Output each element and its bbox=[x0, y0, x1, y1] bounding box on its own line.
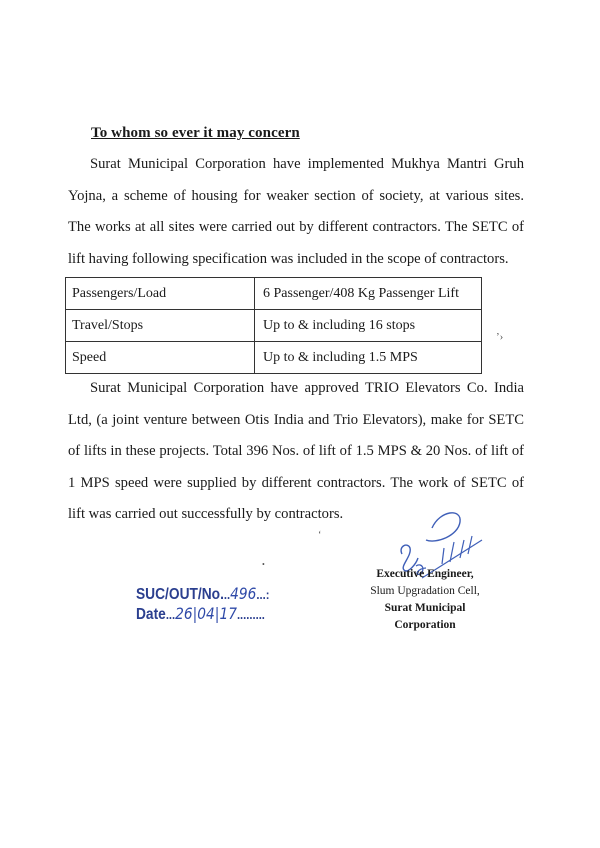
letter-heading: To whom so ever it may concern bbox=[91, 125, 300, 141]
paragraph-approval-text: Surat Municipal Corporation have approved TRIO Elevators Co. India Ltd, (a joint venture between Otis India and Trio Elevators), make for SETC of lifts in these projects. Total 396 Nos. of lift of 1.5 MPS & 20 Nos. of lift of 1 MPS speed were supplied by different contractors. The work of SETC of lift was carried out successfully by contractors. bbox=[68, 380, 524, 522]
table-row bbox=[66, 342, 482, 374]
stamp-date-value: 26|04|17 bbox=[175, 604, 237, 623]
spec-item-cell: Passengers/Load bbox=[66, 278, 255, 310]
paragraph-intro-text: Surat Municipal Corporation have implemented Mukhya Mantri Gruh Yojna, a scheme of housing for weaker section of society, at various sites. The works at all sites were carried out by different contractors. The SETC of lift having following specification was included in the scope of contractors. bbox=[68, 156, 524, 267]
outward-number-stamp bbox=[136, 584, 269, 604]
stamp-dots: ... bbox=[165, 607, 176, 622]
spec-item-cell: Travel/Stops bbox=[66, 310, 255, 342]
signatory-organization: Surat Municipal Corporation bbox=[384, 602, 466, 631]
table-row bbox=[66, 310, 482, 342]
spec-value-cell: Up to & including 16 stops bbox=[255, 310, 482, 342]
scan-mark: • bbox=[262, 560, 265, 569]
stamp-dots: .. bbox=[223, 587, 231, 602]
stamp-ref-number: 496 bbox=[230, 584, 257, 603]
spec-value-cell: Up to & including 1.5 MPS bbox=[255, 342, 482, 374]
table-row bbox=[66, 278, 482, 310]
outward-date-stamp bbox=[136, 604, 265, 624]
scan-mark: ’› bbox=[496, 331, 504, 343]
stamp-ref-label: SUC/OUT/No. bbox=[136, 586, 224, 603]
stamp-dots: ...: bbox=[256, 587, 270, 602]
lift-specification-table bbox=[65, 277, 482, 374]
stamp-date-label: Date bbox=[136, 606, 166, 623]
paragraph-intro bbox=[68, 149, 524, 275]
scan-mark: ‘ bbox=[318, 530, 322, 541]
spec-item-cell: Speed bbox=[66, 342, 255, 374]
stamp-dots: ......... bbox=[236, 607, 265, 622]
signatory-department: Slum Upgradation Cell, bbox=[370, 585, 480, 597]
spec-value-cell: 6 Passenger/408 Kg Passenger Lift bbox=[255, 278, 482, 310]
signatory-title: Executive Engineer, bbox=[376, 568, 474, 580]
signatory-block bbox=[355, 566, 495, 634]
